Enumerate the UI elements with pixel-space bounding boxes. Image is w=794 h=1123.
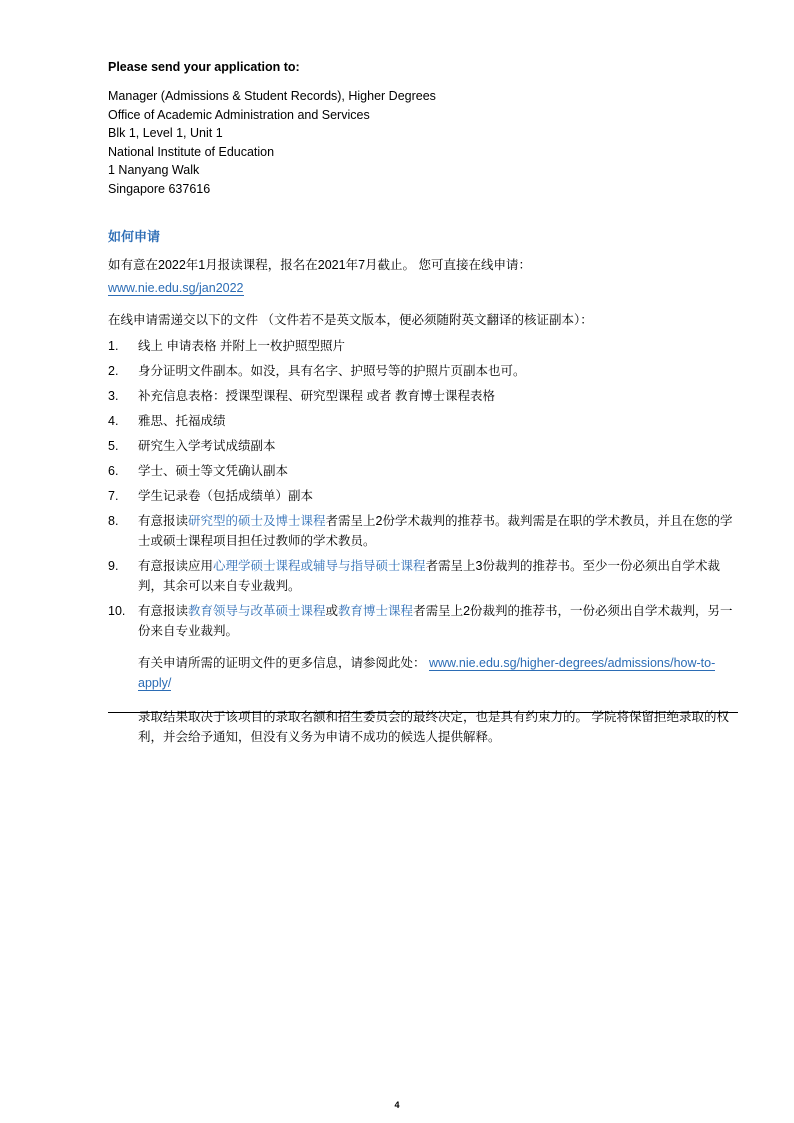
list-item — [108, 511, 738, 551]
online-application-link[interactable]: www.nie.edu.sg/jan2022 — [108, 281, 244, 295]
address-line: National Institute of Education — [108, 144, 275, 159]
more-information-text: 有关申请所需的证明文件的更多信息，请参阅此处： — [138, 656, 426, 670]
text-fragment: 有意报读应用 — [138, 559, 214, 573]
text-fragment: 有意报读 — [138, 514, 189, 528]
list-item-number: 5. — [108, 439, 119, 453]
page-number: 4 — [394, 1100, 400, 1110]
application-deadline-paragraph — [108, 255, 738, 275]
text-fragment: 者需呈上2份学术裁判的推荐书。裁判需是在职的学术教员，并且在您的学士或硕士课程项目担任过教师的学术教员。 — [138, 514, 733, 548]
application-link-paragraph — [108, 278, 738, 298]
list-item-number: 3. — [108, 389, 119, 403]
text-fragment: 者需呈上2份裁判的推荐书，一份必须出自学术裁判，另一份来自专业裁判。 — [138, 604, 733, 638]
address-line: Singapore 637616 — [108, 181, 211, 196]
required-documents-list — [108, 336, 738, 641]
list-item-text: 研究生入学考试成绩副本 — [138, 439, 276, 453]
address-line: 1 Nanyang Walk — [108, 163, 200, 177]
list-item-number: 8. — [108, 514, 119, 528]
list-item — [108, 361, 738, 381]
application-deadline-text: 如有意在2022年1月报读课程，报名在2021年7月截止。 您可直接在线申请： — [108, 258, 531, 272]
address-line: Blk 1, Level 1, Unit 1 — [108, 126, 223, 140]
more-information-paragraph — [108, 653, 738, 693]
list-item-text: 学士、硕士等文凭确认副本 — [138, 464, 289, 478]
page-content — [108, 58, 738, 747]
address-block-title: Please send your application to: — [108, 60, 300, 74]
list-item — [108, 386, 738, 406]
list-item-text: 雅思、托福成绩 — [138, 414, 226, 428]
list-item-text: 身分证明文件副本。如没，具有名字、护照号等的护照片页副本也可。 — [138, 364, 526, 378]
list-item-number: 6. — [108, 464, 119, 478]
list-item-number: 9. — [108, 559, 119, 573]
list-item — [108, 486, 738, 506]
address-line: Manager (Admissions & Student Records), Higher Degrees — [108, 89, 436, 103]
list-item — [108, 336, 738, 356]
text-fragment: 或 — [325, 604, 339, 618]
section-heading-how-to-apply: 如何申请 — [108, 229, 161, 244]
list-item-number: 4. — [108, 414, 119, 428]
text-fragment: 者需呈上3份裁判的推荐书。至少一份必须出自学术裁判，其余可以来自专业裁判。 — [138, 559, 720, 593]
list-item — [108, 601, 738, 641]
psychology-counselling-programmes-link[interactable]: 心理学硕士课程或辅导与指导硕士课程 — [213, 559, 426, 573]
research-programmes-link[interactable]: 研究型的硕士及博士课程 — [188, 514, 326, 528]
text-fragment: 有意报读 — [138, 604, 189, 618]
how-to-apply-link[interactable]: www.nie.edu.sg/higher-degrees/admissions/how-to-apply/ — [138, 656, 716, 690]
list-item-number: 1. — [108, 339, 119, 353]
horizontal-divider — [108, 712, 738, 713]
list-item-number: 7. — [108, 489, 119, 503]
list-item — [108, 461, 738, 481]
list-item-text: 线上 申请表格 并附上一枚护照型照片 — [138, 339, 345, 353]
list-item-text — [138, 604, 733, 638]
list-item — [108, 556, 738, 596]
list-item-text: 学生记录卷（包括成绩单）副本 — [138, 489, 314, 503]
list-item — [108, 411, 738, 431]
list-item-number: 2. — [108, 364, 119, 378]
address-line: Office of Academic Administration and Services — [108, 107, 370, 122]
closing-paragraph: 录取结果取决于该项目的录取名额和招生委员会的最终决定，也是具有约束力的。 学院将保留拒绝录取的权利，并会给予通知，但没有义务为申请不成功的候选人提供解释。 — [138, 710, 729, 744]
leadership-programme-link[interactable]: 教育领导与改革硕士课程 — [188, 604, 326, 618]
address-block — [108, 87, 738, 198]
list-item-text: 补充信息表格：授课型课程、研究型课程 或者 教育博士课程表格 — [138, 389, 495, 403]
documents-intro-text: 在线申请需递交以下的文件 （文件若不是英文版本，便必须随附英文翻译的核证副本）： — [108, 313, 593, 327]
list-item-number: 10. — [108, 604, 126, 618]
list-item — [108, 436, 738, 456]
list-item-text — [138, 514, 733, 548]
edd-programme-link[interactable]: 教育博士课程 — [338, 604, 414, 618]
list-item-text — [138, 559, 720, 593]
